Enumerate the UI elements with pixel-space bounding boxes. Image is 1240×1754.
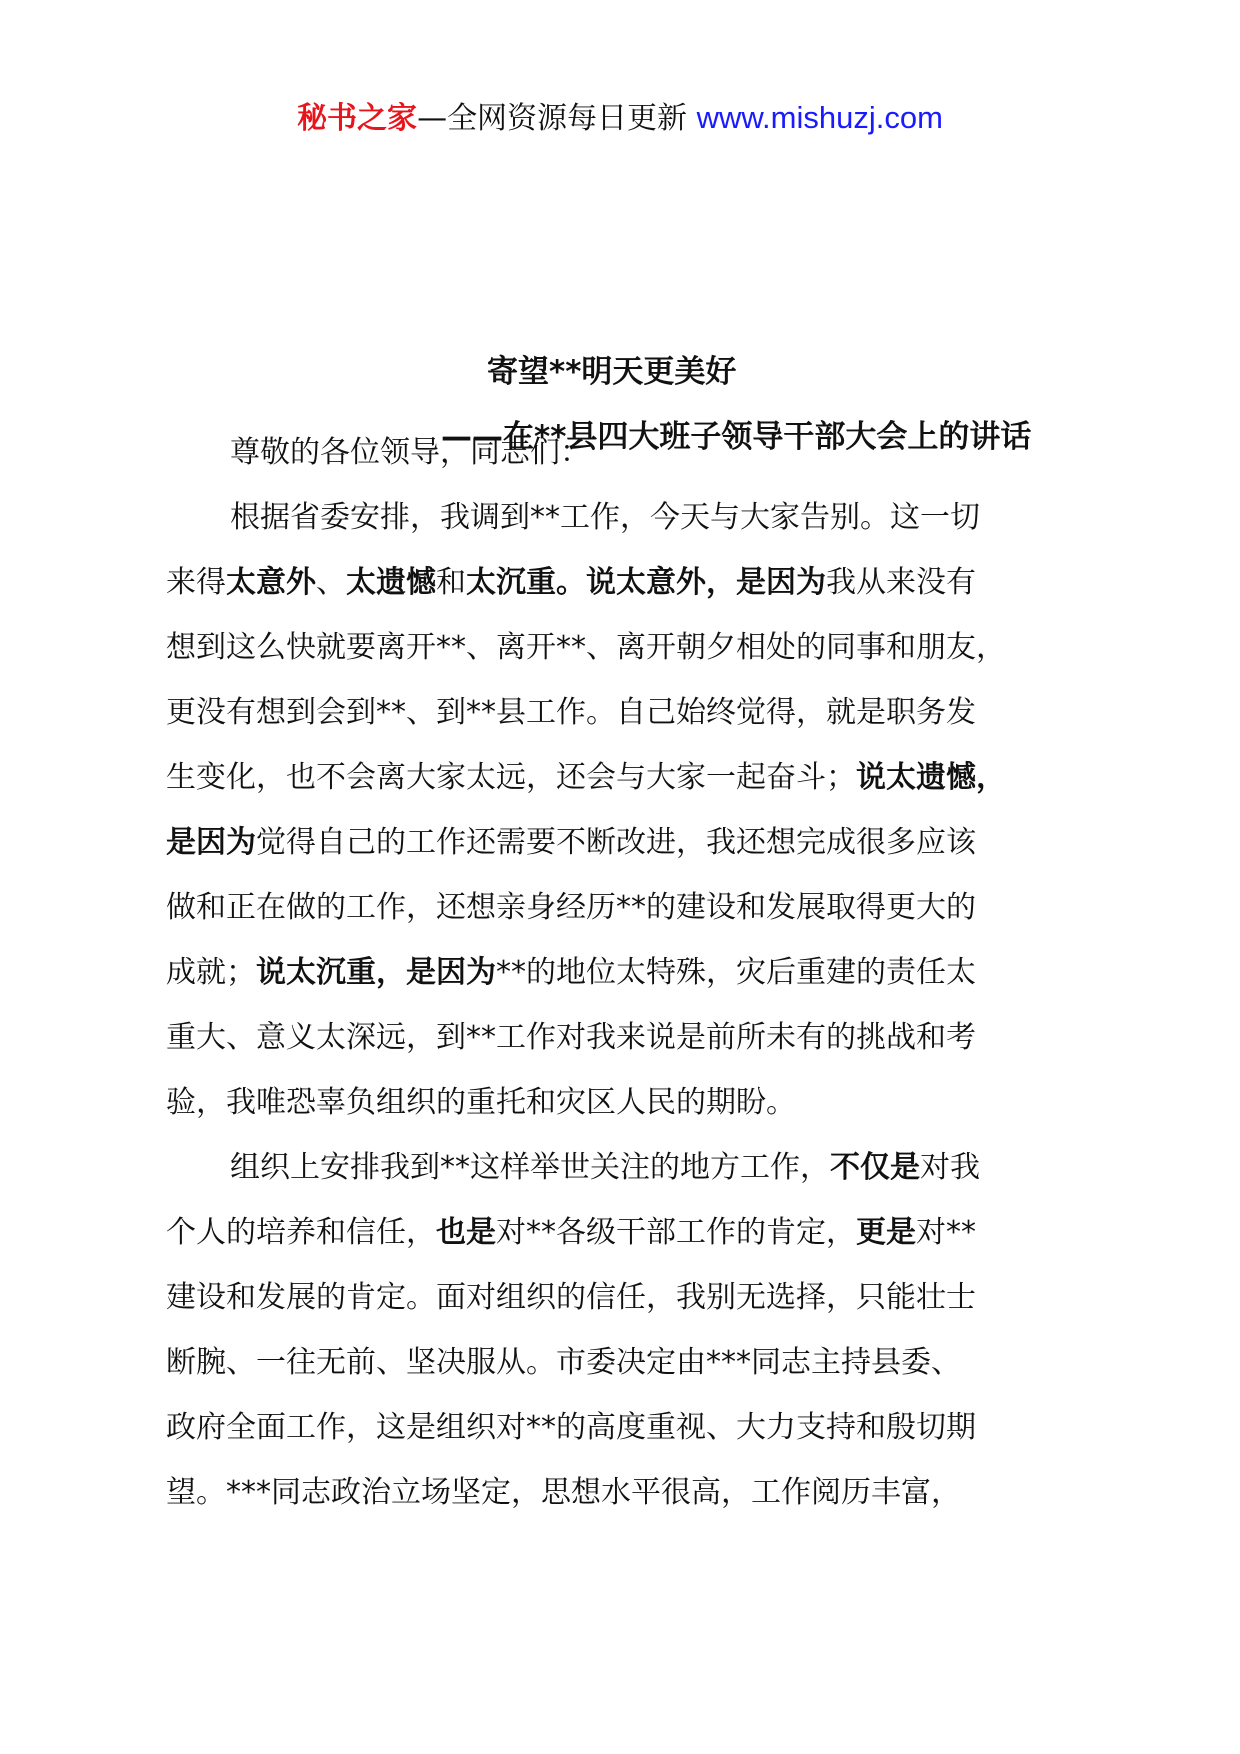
body-text-segment: 来得 — [166, 565, 226, 600]
body-text-segment: 更没有想到会到**、到**县工作。自己始终觉得，就是职务发 — [166, 695, 976, 730]
body-text-segment: 建设和发展的肯定。面对组织的信任，我别无选择，只能壮士 — [166, 1280, 976, 1315]
body-line — [166, 940, 1096, 1005]
body-line — [166, 680, 1096, 745]
body-line — [166, 1070, 1096, 1135]
body-line — [166, 1265, 1096, 1330]
body-text-segment: 望。***同志政治立场坚定，思想水平很高，工作阅历丰富， — [166, 1475, 961, 1510]
body-text-segment: 重大、意义太深远，到**工作对我来说是前所未有的挑战和考 — [166, 1020, 976, 1055]
body-text-segment: 验，我唯恐辜负组织的重托和灾区人民的期盼。 — [166, 1085, 796, 1120]
body-text-segment: 对我 — [920, 1150, 980, 1185]
body-text-segment: 我从来没有 — [826, 565, 976, 600]
body-text-segment: 成就； — [166, 955, 256, 990]
body-line — [166, 1200, 1096, 1265]
body-line — [166, 615, 1096, 680]
emphasis-text: 说太遗憾， — [856, 760, 1006, 795]
site-url-link[interactable]: www.mishuzj.com — [696, 100, 943, 135]
site-header — [0, 98, 1240, 139]
emphasis-text: 太意外 — [226, 565, 316, 600]
body-line — [166, 1330, 1096, 1395]
body-text-segment: **的地位太特殊，灾后重建的责任太 — [496, 955, 976, 990]
body-line — [166, 875, 1096, 940]
emphasis-text: 也是 — [436, 1215, 496, 1250]
body-line — [166, 745, 1096, 810]
emphasis-text: 不仅是 — [830, 1150, 920, 1185]
brand-name: 秘书之家 — [297, 101, 418, 136]
body-text-segment: 做和正在做的工作，还想亲身经历**的建设和发展取得更大的 — [166, 890, 976, 925]
body-text-segment: 政府全面工作，这是组织对**的高度重视、大力支持和殷切期 — [166, 1410, 976, 1445]
emphasis-text: 太遗憾 — [346, 565, 436, 600]
speech-body — [166, 420, 1096, 1525]
body-line — [166, 1460, 1096, 1525]
body-text-segment: 断腕、一往无前、坚决服从。市委决定由***同志主持县委、 — [166, 1345, 961, 1380]
document-title: 寄望**明天更美好 — [487, 354, 737, 390]
body-text-segment: 和 — [436, 565, 466, 600]
body-text-segment: 生变化，也不会离大家太远，还会与大家一起奋斗； — [166, 760, 856, 795]
body-text-segment: 组织上安排我到**这样举世关注的地方工作， — [230, 1150, 830, 1185]
body-text-segment: 想到这么快就要离开**、离开**、离开朝夕相处的同事和朋友， — [166, 630, 1006, 665]
body-line — [166, 550, 1096, 615]
body-text-segment: 对** — [916, 1215, 976, 1250]
emphasis-text: 太沉重。说太意外，是因为 — [466, 565, 826, 600]
body-line — [166, 1395, 1096, 1460]
emphasis-text: 是因为 — [166, 825, 256, 860]
body-line — [166, 1135, 1096, 1200]
body-text-segment: 对**各级干部工作的肯定， — [496, 1215, 856, 1250]
body-text-segment: 、 — [316, 565, 346, 600]
body-line — [166, 1005, 1096, 1070]
body-line — [166, 420, 1096, 485]
body-text-segment: 根据省委安排，我调到**工作，今天与大家告别。这一切 — [230, 500, 980, 535]
body-text-segment: 觉得自己的工作还需要不断改进，我还想完成很多应该 — [256, 825, 976, 860]
emphasis-text: 更是 — [856, 1215, 916, 1250]
body-line — [166, 810, 1096, 875]
document-subtitle: ——在**县四大班子领导干部大会上的讲话 — [441, 419, 1032, 455]
header-tagline: —全网资源每日更新 — [417, 101, 688, 136]
body-text-segment: 个人的培养和信任， — [166, 1215, 436, 1250]
emphasis-text: 说太沉重，是因为 — [256, 955, 496, 990]
body-text-segment: 尊敬的各位领导，同志们： — [230, 435, 590, 470]
body-line — [166, 485, 1096, 550]
